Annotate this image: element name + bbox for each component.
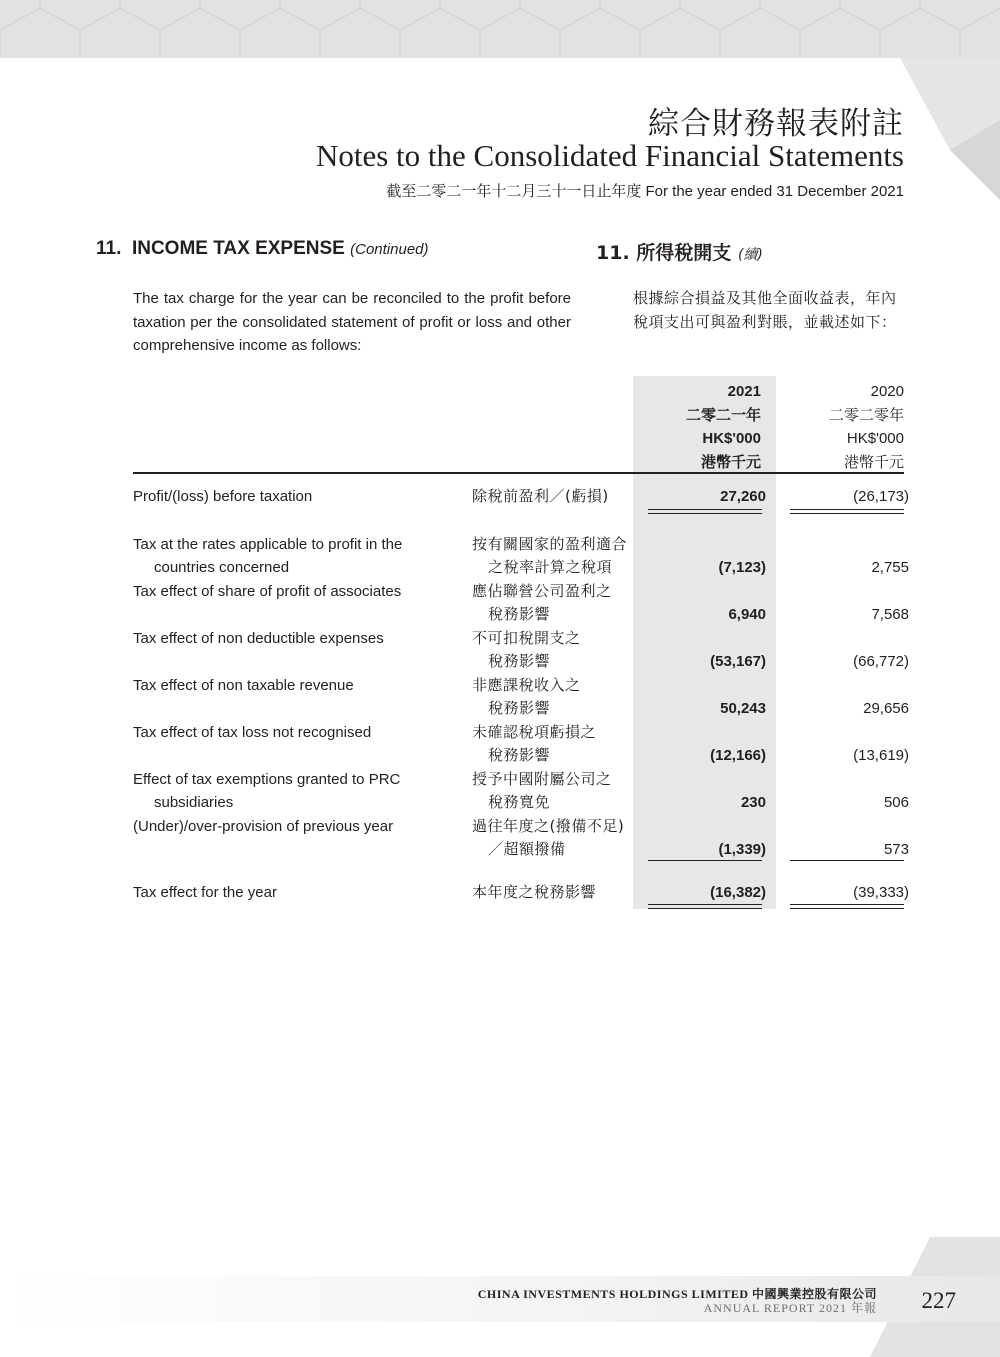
column-header-2021: [633, 380, 761, 474]
row-label-en: Effect of tax exemptions granted to PRC: [133, 771, 401, 788]
row-label-en: Tax effect of tax loss not recognised: [133, 724, 372, 741]
value-2021: 27,260: [720, 488, 766, 505]
column-year-zh: 二零二一年: [685, 405, 761, 424]
row-label-zh: 按有關國家的盈利適合: [472, 535, 628, 553]
row-label-en: Tax effect of non deductible expenses: [133, 630, 384, 647]
row-label-en: Tax effect of share of profit of associates: [133, 583, 402, 600]
single-underline: [790, 860, 904, 861]
row-label-en: Tax at the rates applicable to profit in the: [133, 536, 403, 553]
intro-paragraph-zh: [633, 287, 908, 334]
row-label-zh-cont: [472, 697, 550, 721]
column-year-zh: 二零二零年: [828, 405, 904, 424]
value-2020: 29,656: [863, 700, 909, 717]
row-label-zh: 未確認稅項虧損之: [472, 723, 597, 741]
double-underline: [648, 509, 762, 514]
section-continued-en: (Continued): [350, 241, 429, 258]
column-year: 2020: [870, 383, 904, 400]
row-label-en: Tax effect of non taxable revenue: [133, 677, 354, 694]
row-label-zh-cont: [472, 556, 612, 580]
row-label-zh: 授予中國附屬公司之: [472, 770, 612, 788]
row-label-zh-line2: ／超額撥備: [488, 840, 566, 858]
row-label-zh-cont: [472, 838, 566, 862]
double-underline: [790, 904, 904, 909]
value-2020: (13,619): [853, 747, 909, 764]
row-label-zh: 除稅前盈利／(虧損): [472, 487, 609, 505]
row-label-zh-line2: 之稅率計算之稅項: [488, 558, 613, 576]
section-title-en: INCOME TAX EXPENSE: [131, 238, 345, 259]
section-title-zh: 所得稅開支: [636, 242, 732, 264]
row-label-zh-line2: 稅務影響: [488, 652, 551, 670]
value-2021: (12,166): [710, 747, 766, 764]
row-label-zh: 不可扣稅開支之: [472, 629, 581, 647]
row-label-zh: 過往年度之(撥備不足): [472, 817, 625, 835]
single-underline: [648, 860, 762, 861]
row-label-zh-cont: [472, 791, 550, 815]
row-label-zh-line2: 稅務影響: [488, 699, 551, 717]
intro-zh-line: 根據綜合損益及其他全面收益表，年內: [633, 289, 897, 307]
row-label-zh-line2: 稅務影響: [488, 605, 551, 623]
value-2020: (39,333): [853, 884, 909, 901]
intro-paragraph-en: The tax charge for the year can be reconciled to the profit before taxation per the consolidated statement of profit or loss and other comprehensive income as follows:: [133, 290, 571, 354]
column-unit: HK$'000: [702, 430, 761, 447]
double-underline: [648, 904, 762, 909]
row-label-en-cont: [133, 556, 289, 580]
row-label-en: Tax effect for the year: [133, 884, 277, 901]
table-header-rule: [133, 472, 904, 474]
row-label-en-line2: countries concerned: [154, 559, 290, 576]
row-label-zh: 非應課稅收入之: [472, 676, 581, 694]
column-unit: HK$'000: [846, 430, 904, 447]
value-2020: (66,772): [853, 653, 909, 670]
footer-company: CHINA INVESTMENTS HOLDINGS LIMITED 中國興業控股有限公司: [477, 1287, 877, 1301]
column-header-2020: [780, 380, 904, 474]
section-heading-en: [96, 238, 429, 260]
value-2021: (53,167): [710, 653, 766, 670]
row-label-en-line2: subsidiaries: [154, 794, 234, 811]
row-label-zh-line2: 稅務影響: [488, 746, 551, 764]
row-label-zh: 應佔聯營公司盈利之: [472, 582, 612, 600]
page-subtitle: 截至二零二一年十二月三十一日止年度 For the year ended 31 December 2021: [386, 183, 904, 200]
row-label-en: Profit/(loss) before taxation: [133, 488, 313, 505]
value-2021: 6,940: [728, 606, 766, 623]
column-year: 2021: [727, 383, 761, 400]
value-2020: 573: [883, 841, 909, 858]
value-2021: 50,243: [720, 700, 766, 717]
page-title-en: Notes to the Consolidated Financial Statements: [315, 138, 904, 173]
section-continued-zh: (續): [737, 247, 763, 263]
value-2021: (1,339): [718, 841, 766, 858]
section-number-en: 11.: [96, 238, 122, 259]
value-2020: 7,568: [871, 606, 909, 623]
row-label-zh-cont: [472, 603, 550, 627]
column-unit-zh: 港幣千元: [700, 452, 761, 471]
column-unit-zh: 港幣千元: [843, 452, 904, 471]
row-label-en-cont: [133, 791, 233, 815]
value-2021: (7,123): [718, 559, 766, 576]
row-label-zh-line2: 稅務寬免: [488, 793, 551, 811]
value-2021: (16,382): [710, 884, 766, 901]
value-2020: (26,173): [853, 488, 909, 505]
intro-zh-line: 稅項支出可與盈利對賬，並載述如下：: [633, 312, 897, 331]
row-label-en: (Under)/over-provision of previous year: [133, 818, 394, 835]
row-label-zh: 本年度之稅務影響: [472, 883, 597, 901]
section-number-zh: 11.: [596, 242, 630, 264]
double-underline: [790, 509, 904, 514]
section-heading-zh: [596, 238, 763, 265]
value-2020: 2,755: [871, 559, 909, 576]
row-label-zh-cont: [472, 744, 550, 768]
page-title-zh: 綜合財務報表附註: [648, 106, 904, 142]
value-2020: 506: [883, 794, 909, 811]
row-label-zh-cont: [472, 650, 550, 674]
page-number: 227: [921, 1288, 956, 1313]
footer-report: ANNUAL REPORT 2021 年報: [703, 1301, 877, 1315]
value-2021: 230: [740, 794, 766, 811]
